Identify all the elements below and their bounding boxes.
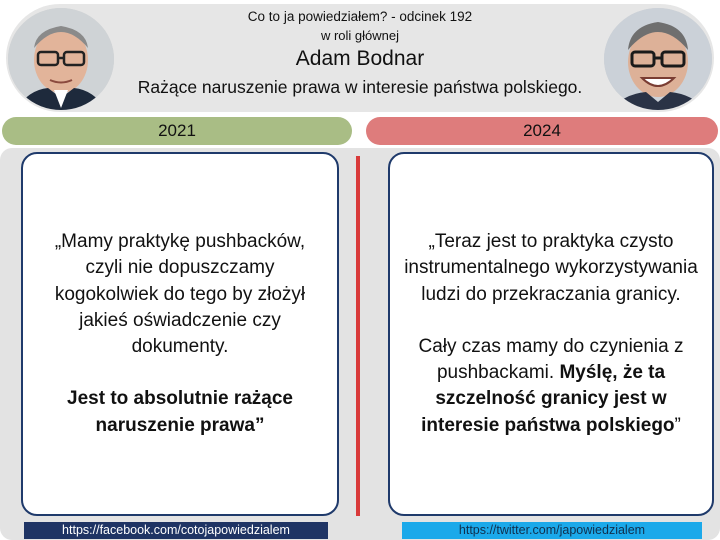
twitter-link[interactable]: https://twitter.com/japowiedzialem [402,522,702,539]
portrait-2024 [604,8,712,110]
quote-2024-end: ” [674,414,681,436]
header [0,0,720,116]
role-caption: w roli głównej [320,28,400,43]
quote-2024-bold: Myślę, że ta szczelność granicy jest w interesie państwa polskiego [421,362,675,436]
episode-subject: Rażące naruszenie prawa w interesie państwa polskiego. [137,77,583,97]
quote-card-2024 [388,152,714,516]
person-name: Adam Bodnar [295,47,425,70]
quote-2024-plain: Cały czas mamy do czynienia z pushbackami. [418,335,684,384]
divider-line [356,156,360,516]
quote-2024-text: „Teraz jest to praktyka czysto instrumentalnego wykorzystywania ludzi do przekraczania granicy. [404,231,698,305]
quote-card-2021 [21,152,339,516]
facebook-link[interactable]: https://facebook.com/cotojapowiedzialem [24,522,328,539]
year-label-left: 2021 [2,117,352,145]
quote-2021-bold: Jest to absolutnie rażące naruszenie prawa” [67,388,293,436]
portrait-2021 [8,8,114,110]
year-label-right: 2024 [366,117,718,145]
quote-2021-text: „Mamy praktykę pushbacków, czyli nie dopuszczamy kogokolwiek do tego by złożył jakieś oświadczenie czy dokumenty. [54,231,306,358]
episode-title: Co to ja powiedziałem? - odcinek 192 [247,9,473,24]
